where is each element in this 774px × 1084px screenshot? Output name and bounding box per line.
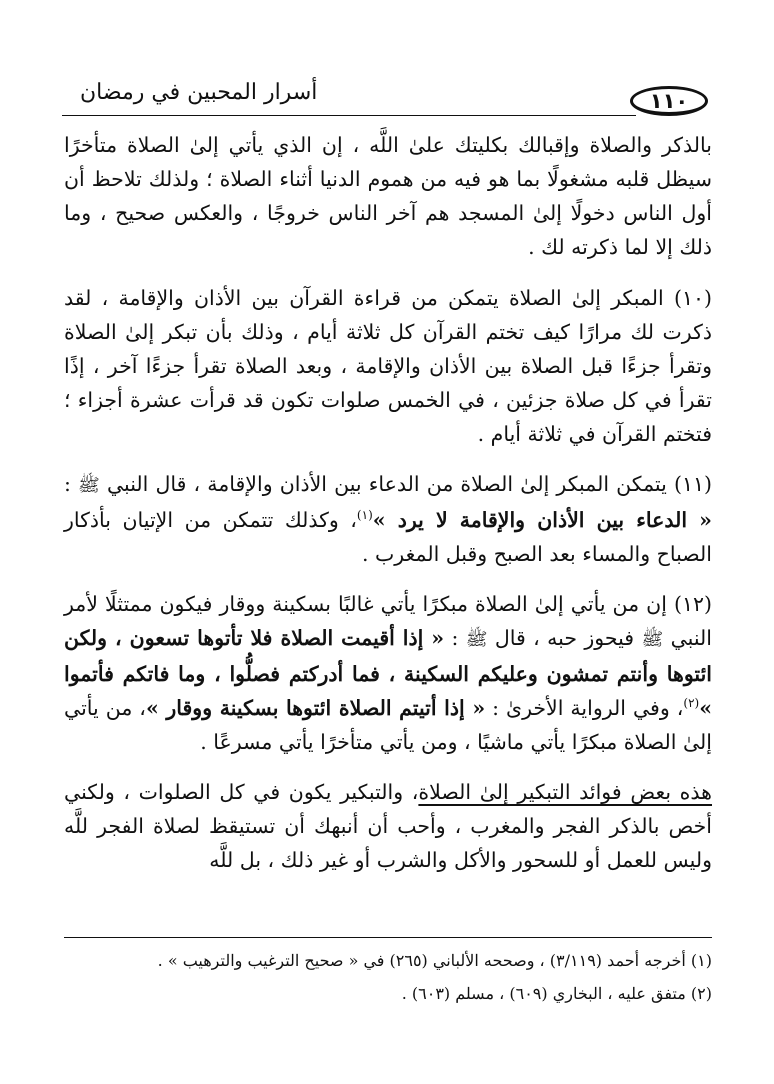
paragraph-2: (١٠) المبكر إلىٰ الصلاة يتمكن من قراءة القرآن بين الأذان والإقامة ، لقد ذكرت لك مرارًا كيف تختم القرآن كل ثلاثة أيام ، وذلك بأن تبكر إلىٰ الصلاة وتقرأ جزءًا قبل الصلاة بين الأذان والإقامة ، وبعد الصلاة تقرأ جزءًا آخر ، إذًا تقرأ في كل صلاة جزئين ، في الخمس صلوات تكون قد قرأت عشرة أجزاء ؛ فتختم القرآن في ثلاثة أيام .	[64, 286, 712, 446]
footnotes	[64, 944, 712, 1010]
header-rule	[62, 115, 636, 116]
hadith-quote: « إذا أتيتم الصلاة ائتوها بسكينة ووقار »	[145, 696, 486, 720]
salawat-glyph: ﷺ	[465, 629, 488, 650]
paragraph-4-text-a: (١٢) إن من يأتي إلىٰ الصلاة مبكرًا يأتي غالبًا بسكينة ووقار فيكون ممتثلًا لأمر النبي	[64, 592, 712, 650]
paragraph-3	[64, 467, 712, 571]
page-header	[62, 70, 708, 114]
paragraph-1: بالذكر والصلاة وإقبالك بكليتك علىٰ اللَّه ، إن الذي يأتي إلىٰ الصلاة متأخرًا سيظل قلبه مشغولًا بما هو فيه من هموم الدنيا أثناء الصلاة ؛ ولذلك تلاحظ أن أول الناس دخولًا إلىٰ المسجد هم آخر الناس خروجًا ، والعكس صحيح ، وما ذلك إلا لما ذكرته لك .	[64, 133, 712, 259]
paragraph-5	[64, 775, 712, 877]
page-body	[64, 128, 712, 893]
page-number: ١١٠	[630, 86, 708, 116]
footnote-2: (٢) متفق عليه ، البخاري (٦٠٩) ، مسلم (٦٠٣) .	[401, 984, 712, 1003]
salawat-glyph: ﷺ	[78, 475, 100, 496]
paragraph-4-text-b: فيحوز حبه ، قال	[494, 626, 642, 650]
paragraph-5-text: ، والتبكير يكون في كل الصلوات ، ولكني أخص بالذكر الفجر والمغرب ، وأحب أن أنبهك أن تستيقظ لصلاة الفجر للَّه وليس للعمل أو للسحور والأكل والشرب أو غير ذلك ، بل للَّه	[64, 780, 712, 872]
footnote-rule	[64, 937, 712, 938]
footnote-1: (١) أخرجه أحمد (٣/١١٩) ، وصححه الألباني (٢٦٥) في « صحيح الترغيب والترهيب » .	[157, 951, 712, 970]
hadith-quote: « إذا أقيمت الصلاة فلا تأتوها تسعون ، ولكن ائتوها وأنتم تمشون وعليكم السكينة ، فما أدركتم فصلُّوا ، وما فاتكم فأتموا »	[64, 626, 713, 720]
salawat-glyph: ﷺ	[641, 629, 664, 650]
underlined-phrase: هذه بعض فوائد التبكير إلىٰ الصلاة	[418, 780, 712, 804]
paragraph-3-text-a: (١١) يتمكن المبكر إلىٰ الصلاة من الدعاء بين الأذان والإقامة ، قال النبي	[106, 472, 712, 496]
paragraph-4	[64, 587, 712, 759]
paragraph-4-text-c: :	[444, 626, 466, 650]
footnote-ref-1[interactable]: (١)	[356, 508, 373, 523]
paragraph-3-text-b: :	[64, 472, 79, 496]
paragraph-3-text-c: ، وكذلك تتمكن من الإتيان بأذكار الصباح والمساء بعد الصبح وقبل المغرب .	[64, 508, 712, 566]
paragraph-4-text-d: ، وفي الرواية الأخرىٰ :	[485, 696, 684, 720]
paragraph-4-text-e: ، من يأتي إلىٰ الصلاة مبكرًا يأتي ماشيًا ، ومن يأتي متأخرًا يأتي مسرعًا .	[64, 696, 712, 754]
running-title: أسرار المحبين في رمضان	[80, 80, 318, 105]
hadith-quote: « الدعاء بين الأذان والإقامة لا يرد »	[372, 508, 712, 532]
footnote-ref-2[interactable]: (٢)	[683, 696, 700, 711]
